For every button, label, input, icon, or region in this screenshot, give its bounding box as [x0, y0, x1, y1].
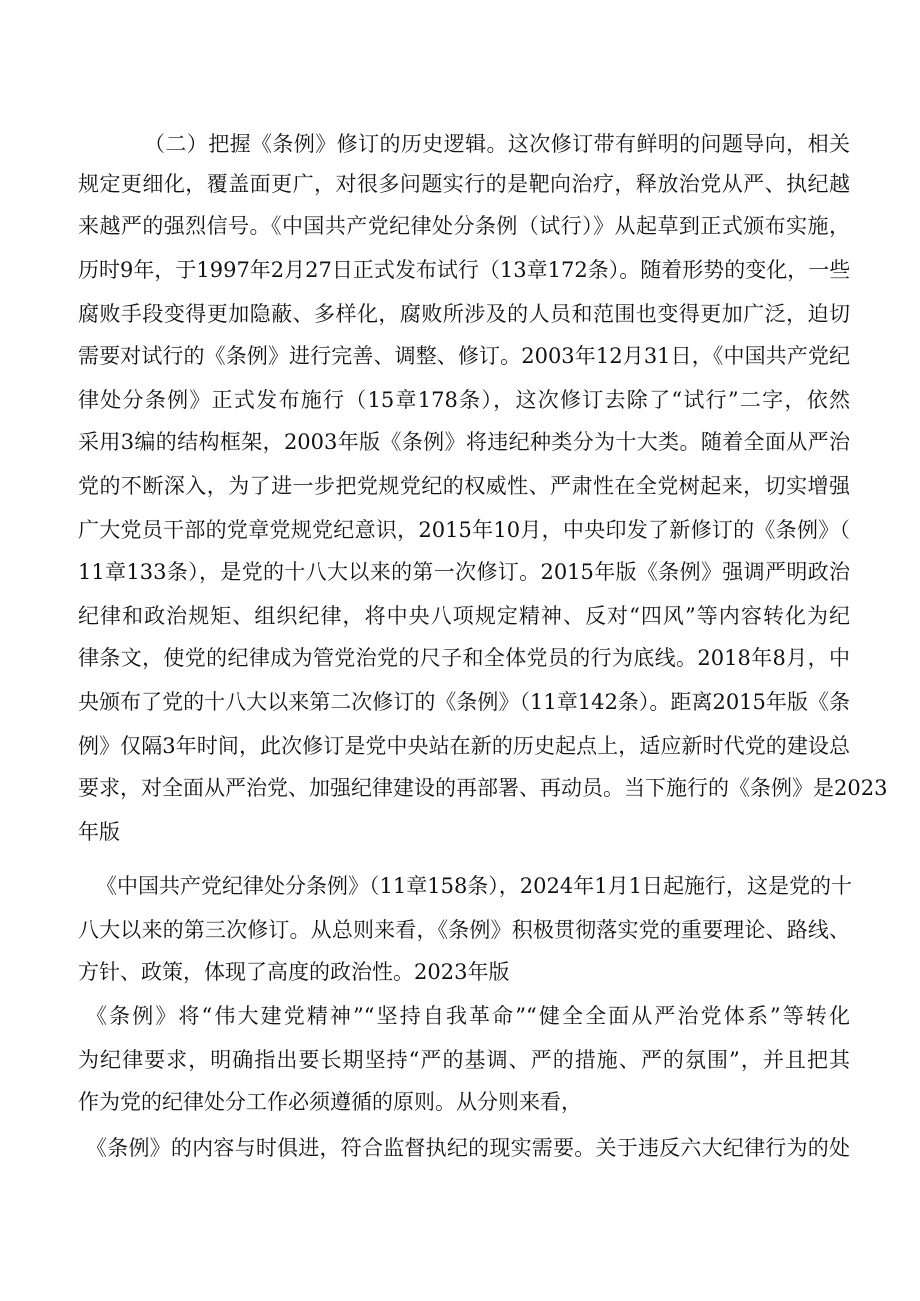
paragraph-1-line-4: 历时9年，于1997年2月27日正式发布试行（13章172条）。随着形势的变化，一些 [78, 258, 851, 282]
paragraph-4-line-1: 《条例》的内容与时俱进，符合监督执纪的现实需要。关于违反六大纪律行为的处 [86, 1136, 850, 1160]
paragraph-2-line-1: 《中国共产党纪律处分条例》（11章158条），2024年1月1日起施行，这是党的十 [96, 874, 852, 898]
paragraph-1-line-11: 11章133条），是党的十八大以来的第一次修订。2015年版《条例》强调严明政治 [78, 560, 850, 584]
paragraph-1-line-3: 来越严的强烈信号。《中国共产党纪律处分条例（试行）》从起草到正式颁布实施， [78, 214, 850, 238]
paragraph-1-line-5: 腐败手段变得更加隐蔽、多样化，腐败所涉及的人员和范围也变得更加广泛，迫切 [78, 302, 850, 326]
paragraph-1-line-1: （二）把握《条例》修订的历史逻辑。这次修订带有鲜明的问题导向，相关 [144, 132, 850, 156]
paragraph-1-line-8: 采用3编的结构框架，2003年版《条例》将违纪种类分为十大类。随着全面从严治 [78, 430, 850, 454]
paragraph-1-line-9: 党的不断深入，为了进一步把党规党纪的权威性、严肃性在全党树起来，切实增强 [78, 474, 850, 498]
paragraph-1-line-2: 规定更细化，覆盖面更广，对很多问题实行的是靶向治疗，释放治党从严、执纪越 [78, 172, 850, 196]
paragraph-1-line-16: 要求，对全面从严治党、加强纪律建设的再部署、再动员。当下施行的《条例》是2023 [78, 776, 888, 800]
paragraph-1-line-17: 年版 [78, 820, 120, 844]
paragraph-3-line-1: 《条例》将“伟大建党精神”“坚持自我革命”“健全全面从严治党体系”等转化 [86, 1004, 850, 1028]
paragraph-3-line-2: 为纪律要求，明确指出要长期坚持“严的基调、严的措施、严的氛围”，并且把其 [78, 1048, 850, 1072]
paragraph-1-line-15: 例》仅隔3年时间，此次修订是党中央站在新的历史起点上，适应新时代党的建设总 [78, 734, 850, 758]
paragraph-1-line-12: 纪律和政治规矩、组织纪律，将中央八项规定精神、反对“四风”等内容转化为纪 [78, 604, 850, 628]
paragraph-2-line-2: 八大以来的第三次修订。从总则来看，《条例》积极贯彻落实党的重要理论、路线、 [78, 918, 850, 942]
paragraph-1-line-14: 央颁布了党的十八大以来第二次修订的《条例》（11章142条）。距离2015年版《条 [78, 690, 850, 714]
paragraph-2-line-3: 方针、政策，体现了高度的政治性。2023年版 [78, 960, 510, 984]
paragraph-1-line-13: 律条文，使党的纪律成为管党治党的尺子和全体党员的行为底线。2018年8月，中 [78, 646, 850, 670]
paragraph-1-line-7: 律处分条例》正式发布施行（15章178条），这次修订去除了“试行”二字，依然 [78, 388, 850, 412]
paragraph-3-line-3: 作为党的纪律处分工作必须遵循的原则。从分则来看， [78, 1090, 582, 1114]
paragraph-1-line-10: 广大党员干部的党章党规党纪意识，2015年10月，中央印发了新修订的《条例》（ [78, 518, 850, 542]
paragraph-1-line-6: 需要对试行的《条例》进行完善、调整、修订。2003年12月31日，《中国共产党纪 [78, 344, 850, 368]
